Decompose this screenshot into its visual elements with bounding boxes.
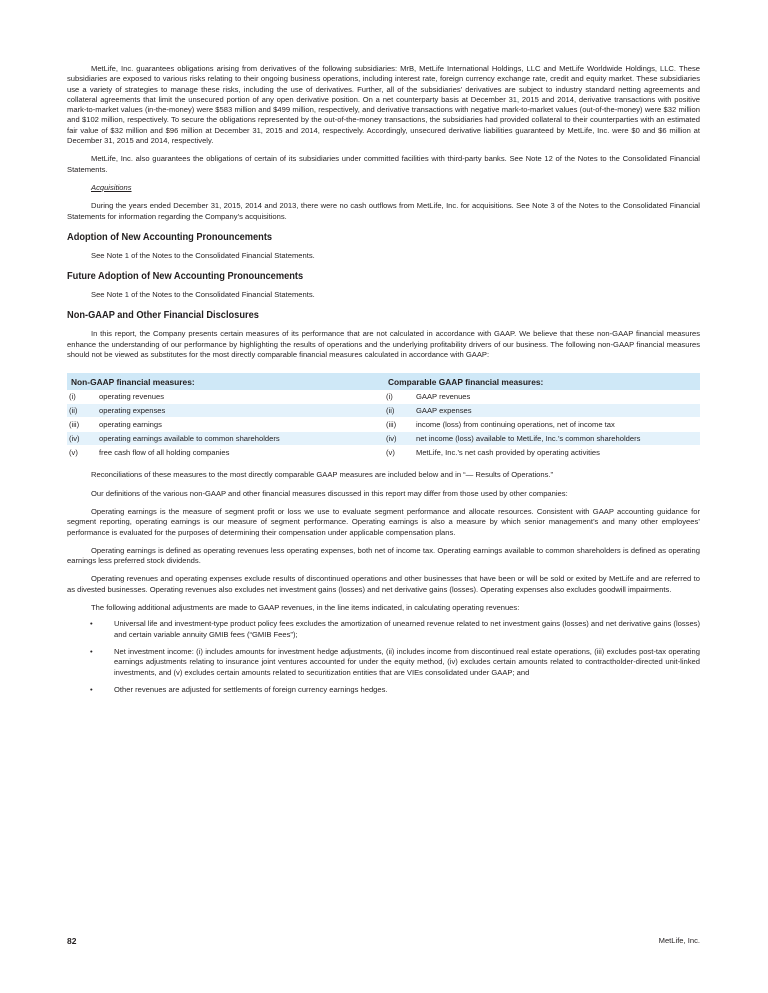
list-item-text: Other revenues are adjusted for settlements of foreign currency earnings hedges. bbox=[114, 684, 388, 694]
adjustments-list bbox=[67, 619, 700, 695]
table-cell-numeral: (i) bbox=[384, 390, 412, 404]
heading-adoption: Adoption of New Accounting Pronouncements bbox=[67, 231, 273, 243]
bullet-icon: • bbox=[90, 684, 93, 694]
list-item bbox=[67, 619, 700, 640]
heading-future-adoption: Future Adoption of New Accounting Pronouncements bbox=[67, 271, 304, 283]
measures-table bbox=[67, 373, 700, 460]
paragraph-operating-earnings-definition: Operating earnings is defined as operating revenues less operating expenses, both net of income tax. Operating earnings available to common shareholders is defined as operating earnings less preferred stock dividends. bbox=[67, 545, 700, 566]
table-row bbox=[67, 446, 700, 460]
table-cell-gaap: MetLife, Inc.’s net cash provided by operating activities bbox=[412, 446, 700, 460]
table-header-gaap: Comparable GAAP financial measures: bbox=[384, 373, 700, 390]
bullet-icon: • bbox=[90, 619, 93, 629]
table-header-non-gaap: Non-GAAP financial measures: bbox=[67, 373, 384, 390]
table-cell-non-gaap: operating earnings available to common shareholders bbox=[95, 432, 384, 446]
table-row bbox=[67, 432, 700, 446]
table-cell-gaap: income (loss) from continuing operations, net of income tax bbox=[412, 418, 700, 432]
table-cell-numeral: (iii) bbox=[384, 418, 412, 432]
table-cell-gaap: net income (loss) available to MetLife, Inc.’s common shareholders bbox=[412, 432, 700, 446]
paragraph-adoption: See Note 1 of the Notes to the Consolidated Financial Statements. bbox=[91, 250, 315, 260]
paragraph-additional-adjustments: The following additional adjustments are made to GAAP revenues, in the line items indicated, in calculating operating revenues: bbox=[91, 603, 520, 613]
table-cell-gaap: GAAP expenses bbox=[412, 404, 700, 418]
page-footer bbox=[67, 936, 700, 948]
list-item bbox=[67, 685, 700, 695]
table-cell-numeral: (i) bbox=[67, 390, 95, 404]
paragraph-definitions: Our definitions of the various non-GAAP and other financial measures discussed in this report may differ from those used by other companies: bbox=[91, 488, 568, 498]
page-content bbox=[67, 64, 700, 702]
footer-company-name: MetLife, Inc. bbox=[658, 936, 700, 945]
table-row bbox=[67, 390, 700, 404]
table-row bbox=[67, 404, 700, 418]
paragraph-guarantee-facilities: MetLife, Inc. also guarantees the obligations of certain of its subsidiaries under committed facilities with third-party banks. See Note 12 of the Notes to the Consolidated Financial Statements. bbox=[67, 154, 700, 174]
table-cell-gaap: GAAP revenues bbox=[412, 390, 700, 404]
table-cell-non-gaap: operating earnings bbox=[95, 418, 384, 432]
paragraph-acquisitions: During the years ended December 31, 2015, 2014 and 2013, there were no cash outflows from MetLife, Inc. for acquisitions. See Note 3 of the Notes to the Consolidated Financial Statements for information regarding the Company’s acquisitions. bbox=[67, 201, 700, 221]
list-item bbox=[67, 647, 700, 678]
table-header-row bbox=[67, 373, 700, 390]
list-item-text: Net investment income: (i) includes amounts for investment hedge adjustments, (ii) includes income from discontinued real estate operations, (iii) excludes post-tax operating earnings adjustments relating to insurance joint ventures accounted for under the equity method, (iv) excludes certain amounts related to contractholder-directed unit-linked investments, and (v) excludes certain amounts related to securitization entities that are VIEs consolidated under GAAP; and bbox=[114, 646, 700, 677]
table-cell-numeral: (ii) bbox=[67, 404, 95, 418]
table-cell-numeral: (v) bbox=[384, 446, 412, 460]
table-cell-numeral: (v) bbox=[67, 446, 95, 460]
table-cell-numeral: (iv) bbox=[384, 432, 412, 446]
page-number: 82 bbox=[67, 936, 77, 946]
table-row bbox=[67, 418, 700, 432]
table-cell-numeral: (iv) bbox=[67, 432, 95, 446]
heading-non-gaap: Non-GAAP and Other Financial Disclosures bbox=[67, 310, 259, 322]
bullet-icon: • bbox=[90, 646, 93, 656]
table-cell-numeral: (iii) bbox=[67, 418, 95, 432]
paragraph-operating-revenues-expenses: Operating revenues and operating expenses exclude results of discontinued operations and other businesses that have been or will be sold or exited by MetLife and are referred to as divested businesses. Operating revenues also excludes net investment gains (losses) and net derivative gains (losses). Operating expenses also excludes goodwill impairments. bbox=[67, 574, 700, 594]
table-cell-non-gaap: operating revenues bbox=[95, 390, 384, 404]
paragraph-non-gaap-intro: In this report, the Company presents certain measures of its performance that are not calculated in accordance with GAAP. We believe that these non-GAAP financial measures enhance the understanding of our performance by highlighting the results of operations and the underlying profitability drivers of our business. The following non-GAAP financial measures should not be viewed as substitutes for the most directly comparable financial measures calculated in accordance with GAAP: bbox=[67, 329, 700, 360]
table-cell-non-gaap: operating expenses bbox=[95, 404, 384, 418]
table-cell-non-gaap: free cash flow of all holding companies bbox=[95, 446, 384, 460]
paragraph-reconciliations: Reconciliations of these measures to the most directly comparable GAAP measures are included below and in “— Results of Operations.” bbox=[91, 470, 554, 480]
paragraph-operating-earnings-measure: Operating earnings is the measure of segment profit or loss we use to evaluate segment performance and allocate resources. Consistent with GAAP accounting guidance for segment reporting, operating earnings is our measure of segment performance. Operating earnings is also a measure by which senior management’s and many other employees’ performance is evaluated for the purposes of determining their compensation under applicable compensation plans. bbox=[67, 506, 700, 537]
subheading-acquisitions: Acquisitions bbox=[91, 182, 132, 192]
list-item-text: Universal life and investment-type product policy fees excludes the amortization of unearned revenue related to net investment gains (losses) and net derivative gains (losses) and certain variable annuity GMIB fees (“GMIB Fees”); bbox=[114, 619, 700, 639]
paragraph-future-adoption: See Note 1 of the Notes to the Consolidated Financial Statements. bbox=[91, 290, 315, 300]
paragraph-guarantee-derivatives: MetLife, Inc. guarantees obligations arising from derivatives of the following subsidiaries: MrB, MetLife International Holdings, LLC and MetLife Worldwide Holdings, LLC. These subsidiaries are exposed to various risks relating to their ongoing business operations, including interest rate, foreign currency exchange rate, credit and equity market. These subsidiaries use a variety of strategies to manage these risks, including the use of derivatives. Further, all of the subsidiaries’ derivatives are subject to industry standard netting agreements and collateral agreements that limit the unsecured portion of any open derivative position. On a net counterparty basis at December 31, 2015 and 2014, derivative transactions with positive mark-to-market values (in-the-money) were $583 million and $499 million, respectively, and derivative transactions with negative mark-to-market values (out-of-the-money) were $32 million and $102 million, respectively. To secure the obligations represented by the out-of-the-money transactions, the subsidiaries had provided collateral to their counterparties with an estimated fair value of $32 million and $96 million at December 31, 2015 and 2014, respectively. Accordingly, unsecured derivative liabilities guaranteed by MetLife, Inc. were $0 and $6 million at December 31, 2015 and 2014, respectively. bbox=[67, 64, 700, 146]
table-cell-numeral: (ii) bbox=[384, 404, 412, 418]
